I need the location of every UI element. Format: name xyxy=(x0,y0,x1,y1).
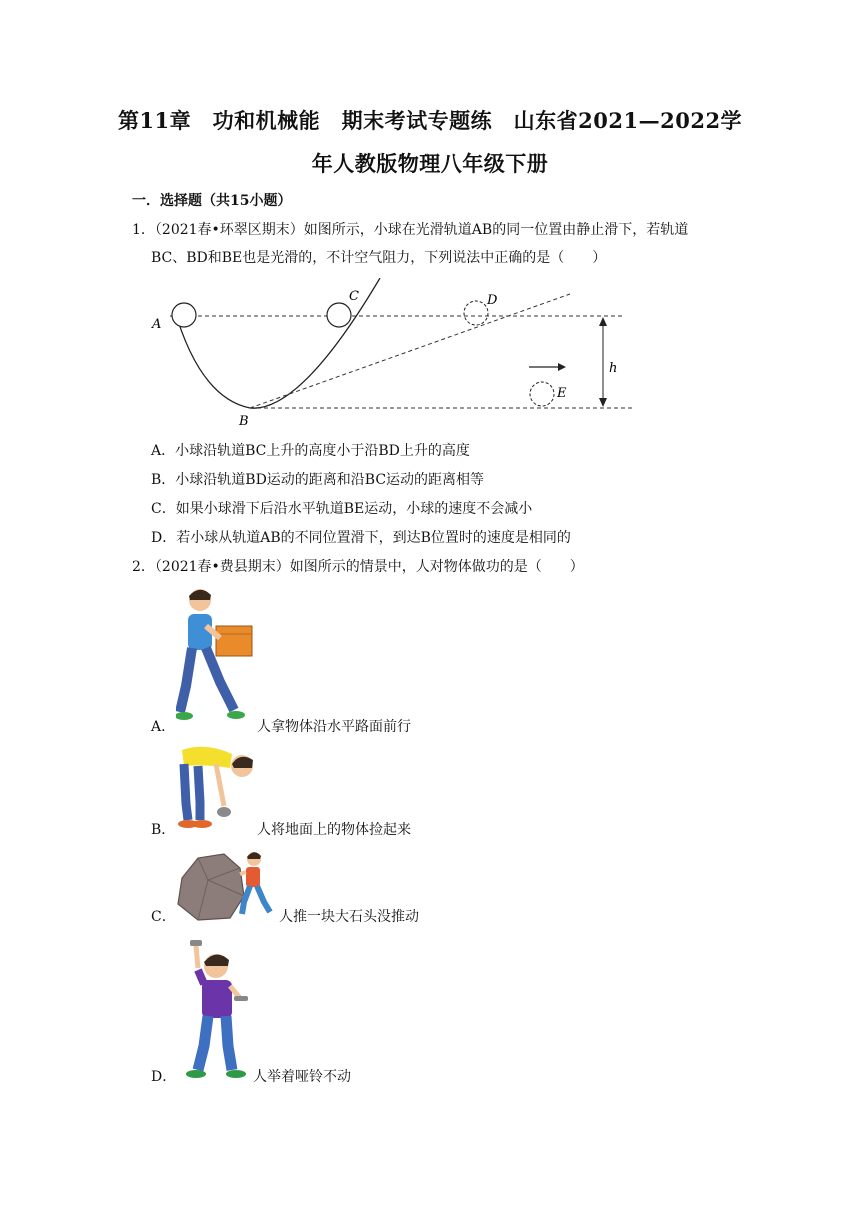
q2-option-c-text: 人推一块大石头没推动 xyxy=(279,909,419,925)
q1-option-c: C．如果小球滑下后沿水平轨道BE运动，小球的速度不会减小 xyxy=(151,501,533,517)
label-D: D xyxy=(487,293,498,308)
q1-option-d: D．若小球从轨道AB的不同位置滑下，到达B位置时的速度是相同的 xyxy=(151,530,571,546)
label-B: B xyxy=(239,414,249,429)
label-E: E xyxy=(557,386,567,401)
q2-option-d-text: 人举着哑铃不动 xyxy=(253,1069,351,1085)
person-carrying-box-image xyxy=(176,586,256,726)
q1-stem-line-2: BC、BD和BE也是光滑的，不计空气阻力，下列说法中正确的是（ ） xyxy=(151,250,607,266)
q2-option-a-text: 人拿物体沿水平路面前行 xyxy=(257,719,411,735)
q2-stem: 2．（2021春•费县期末）如图所示的情景中，人对物体做功的是（ ） xyxy=(132,559,584,575)
q2-option-d-letter: D． xyxy=(151,1069,177,1085)
q2-option-a-letter: A． xyxy=(151,719,176,735)
q1-track-diagram xyxy=(140,278,640,430)
q1-stem-line-1: 1．（2021春•环翠区期末）如图所示，小球在光滑轨道AB的同一位置由静止滑下，若轨道 xyxy=(132,222,689,238)
q1-option-b: B．小球沿轨道BD运动的距离和沿BC运动的距离相等 xyxy=(151,472,485,488)
label-C: C xyxy=(349,289,359,304)
q1-option-a: A．小球沿轨道BC上升的高度小于沿BD上升的高度 xyxy=(151,443,470,459)
title-line-1: 第11章 功和机械能 期末考试专题练 山东省2021—2022学 xyxy=(117,108,743,133)
person-pushing-rock-image xyxy=(174,850,278,924)
person-picking-up-image xyxy=(176,744,256,832)
q2-option-b-letter: B． xyxy=(151,822,176,838)
person-holding-dumbbell-image xyxy=(180,936,254,1080)
label-A: A xyxy=(152,317,162,332)
section-heading: 一．选择题（共15小题） xyxy=(132,193,292,209)
q2-option-c-letter: C． xyxy=(151,909,176,925)
label-h: h xyxy=(609,361,618,376)
title-line-2: 年人教版物理八年级下册 xyxy=(311,151,549,176)
q2-option-b-text: 人将地面上的物体捡起来 xyxy=(257,822,411,838)
